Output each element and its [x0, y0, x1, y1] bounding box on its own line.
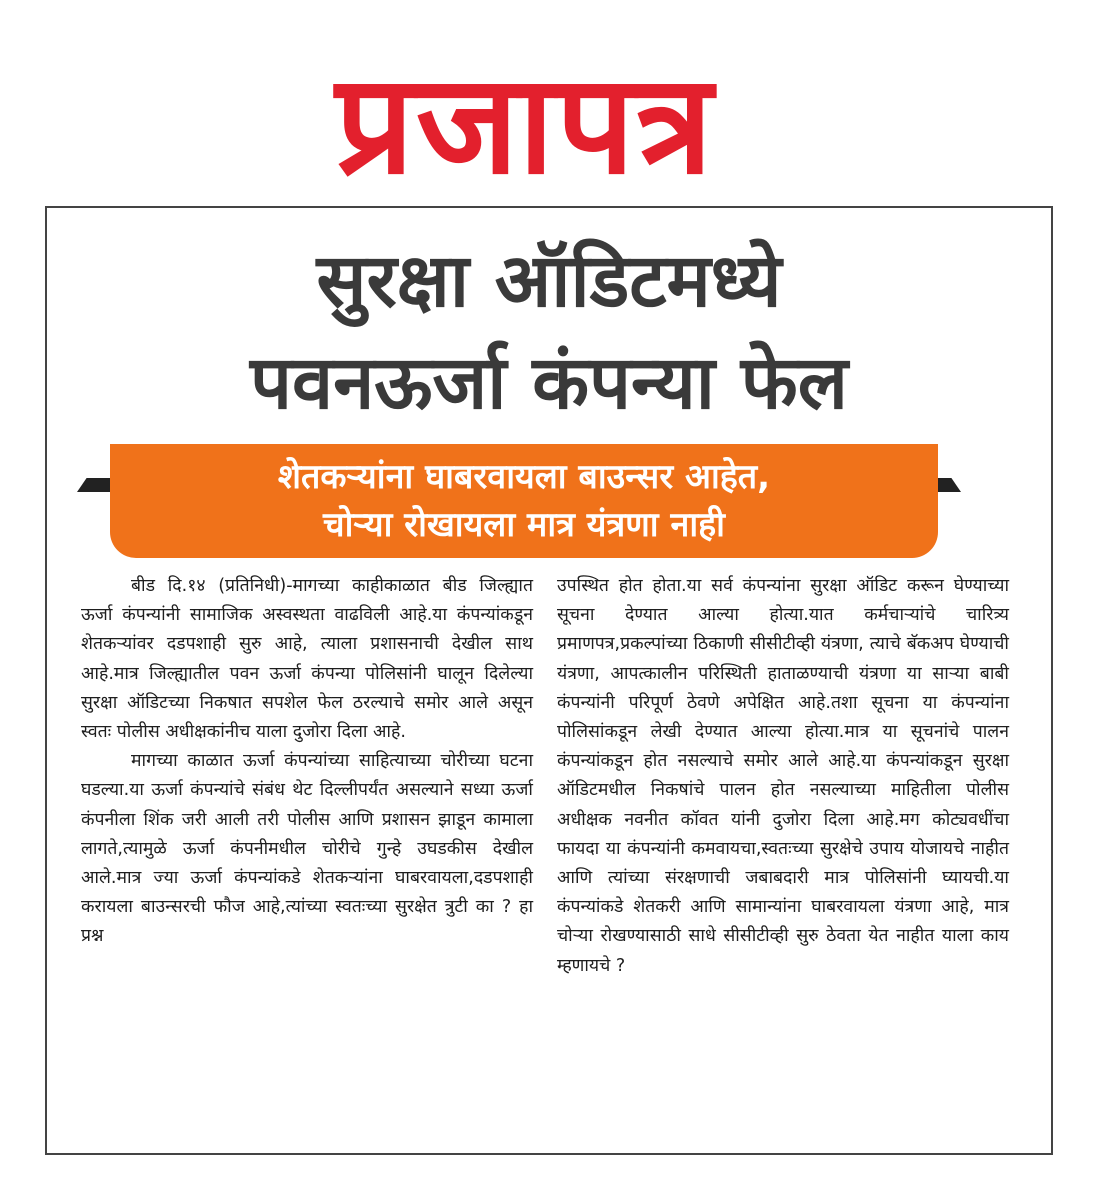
- news-article: [45, 206, 1053, 1155]
- masthead-title: प्रजापत्र: [335, 43, 715, 205]
- newspaper-masthead: [200, 42, 850, 207]
- headline-line-1: सुरक्षा ऑडिटमध्ये: [316, 238, 782, 324]
- headline-line-2: पवनऊर्जा कंपन्या फेल: [250, 340, 848, 426]
- body-paragraph: उपस्थित होत होता.या सर्व कंपन्यांना सुरक्षा ऑडिट करून घेण्याच्या सूचना देण्यात आल्या होत्या.यात कर्मचाऱ्यांचे चारित्र्य प्रमाणपत्र,प्रकल्पांच्या ठिकाणी सीसीटीव्ही यंत्रणा, त्याचे बॅकअप घेण्याची यंत्रणा, आपत्कालीन परिस्थिती हाताळण्याची यंत्रणा या साऱ्या बाबी कंपन्यांनी परिपूर्ण ठेवणे अपेक्षित आहे.तशा सूचना या कंपन्यांना पोलिसांकडून लेखी देण्यात आल्या होत्या.मात्र या सूचनांचे पालन कंपन्यांकडून होत नसल्याचे समोर आले आहे.या कंपन्यांकडून सुरक्षा ऑडिटमधील निकषांचे पालन होत नसल्याच्या माहितीला पोलीस अधीक्षक नवनीत कॉवत यांनी दुजोरा दिला आहे.मग कोट्यवधींचा फायदा या कंपन्यांनी कमवायचा,स्वतःच्या सुरक्षेचे उपाय योजायचे नाहीत आणि त्यांच्या संरक्षणाची जबाबदारी मात्र पोलिसांनी घ्यायची.या कंपन्यांकडे शेतकरी आणि सामान्यांना घाबरवायला यंत्रणा आहे, मात्र चोऱ्या रोखण्यासाठी साधे सीसीटीव्ही सुरु ठेवता येत नाहीत याला काय म्हणायचे ?: [557, 576, 1009, 976]
- body-paragraph: बीड दि.१४ (प्रतिनिधी)-मागच्या काहीकाळात बीड जिल्ह्यात ऊर्जा कंपन्यांनी सामाजिक अस्वस्थता वाढविली आहे.या कंपन्यांकडून शेतकऱ्यांवर दडपशाही सुरु आहे, त्याला प्रशासनाची देखील साथ आहे.मात्र जिल्ह्यातील पवन ऊर्जा कंपन्या पोलिसांनी घालून दिलेल्या सुरक्षा ऑडिटच्या निकषात सपशेल फेल ठरल्याचे समोर आले असून स्वतः पोलीस अधीक्षकांनीच याला दुजोरा दिला आहे.: [81, 576, 533, 743]
- body-paragraph: मागच्या काळात ऊर्जा कंपन्यांच्या साहित्याच्या चोरीच्या घटना घडल्या.या ऊर्जा कंपन्यांचे संबंध थेट दिल्लीपर्यंत असल्याने सध्या ऊर्जा कंपनीला शिंक जरी आली तरी पोलीस आणि प्रशासन झाडून कामाला लागते,त्यामुळे ऊर्जा कंपनीमधील चोरीचे गुन्हे उघडकीस देखील आले.मात्र ज्या ऊर्जा कंपन्यांकडे शेतकऱ्यांना घाबरवायला,दडपशाही करायला बाउन्सरची फौज आहे,त्यांच्या स्वतःच्या सुरक्षेत त्रुटी का ? हा प्रश्न: [81, 751, 533, 947]
- subheadline-banner: [110, 444, 938, 558]
- body-column-left: [81, 572, 533, 952]
- body-column-right: [557, 572, 1009, 981]
- subheadline-line-1: शेतकऱ्यांना घाबरवायला बाउन्सर आहेत,: [277, 457, 771, 497]
- subheadline-line-2: चोऱ्या रोखायला मात्र यंत्रणा नाही: [322, 505, 725, 545]
